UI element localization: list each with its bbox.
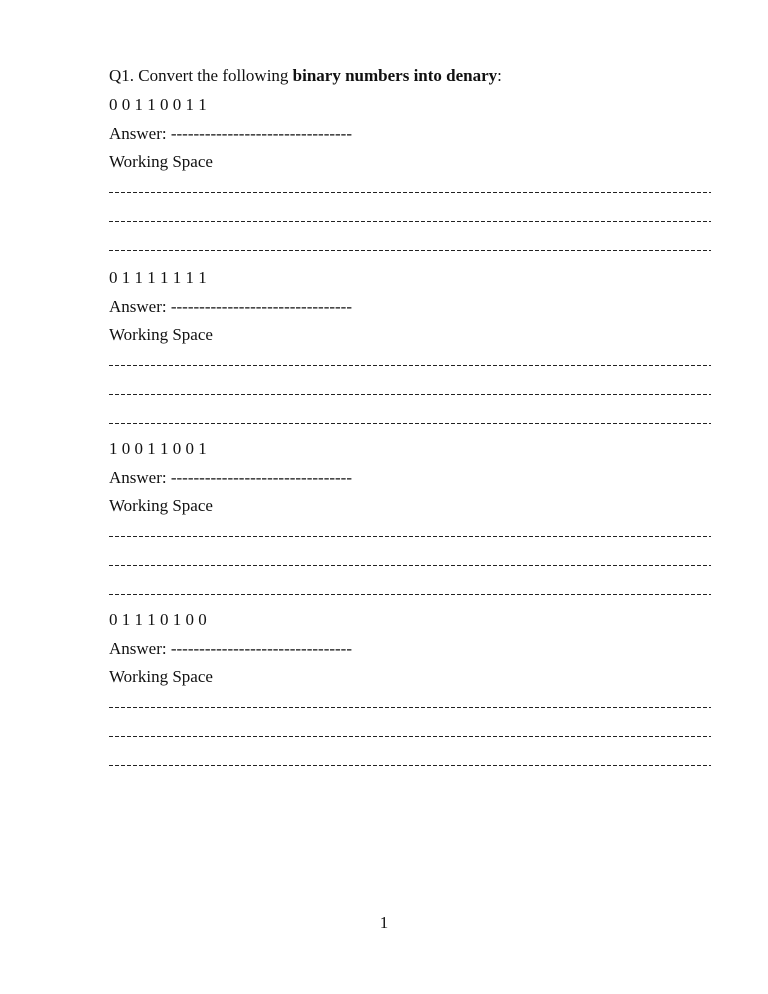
binary-number: 0 1 1 1 1 1 1 1: [109, 268, 207, 287]
question-suffix: :: [497, 66, 502, 85]
question-bold-text: binary numbers into denary: [292, 66, 498, 85]
question-text: Q1. Convert the following: [109, 66, 293, 85]
working-space-label: Working Space: [109, 152, 213, 171]
working-space-label: Working Space: [109, 667, 213, 686]
working-dash-line: [109, 365, 711, 366]
working-dash-line: [109, 707, 711, 708]
question-title: [109, 66, 502, 86]
working-space-label: Working Space: [109, 325, 213, 344]
working-dash-line: [109, 250, 711, 251]
working-dash-line: [109, 536, 711, 537]
answer-line: Answer: --------------------------------: [109, 124, 353, 143]
working-dash-line: [109, 736, 711, 737]
page-number: 1: [379, 913, 389, 932]
binary-number: 0 1 1 1 0 1 0 0: [109, 610, 207, 629]
working-space-label: Working Space: [109, 496, 213, 515]
working-dash-line: [109, 423, 711, 424]
working-dash-line: [109, 565, 711, 566]
binary-number: 0 0 1 1 0 0 1 1: [109, 95, 207, 114]
answer-line: Answer: --------------------------------: [109, 297, 353, 316]
working-dash-line: [109, 594, 711, 595]
answer-line: Answer: --------------------------------: [109, 639, 353, 658]
working-dash-line: [109, 192, 711, 193]
working-dash-line: [109, 765, 711, 766]
working-dash-line: [109, 394, 711, 395]
working-dash-line: [109, 221, 711, 222]
binary-number: 1 0 0 1 1 0 0 1: [109, 439, 207, 458]
answer-line: Answer: --------------------------------: [109, 468, 353, 487]
